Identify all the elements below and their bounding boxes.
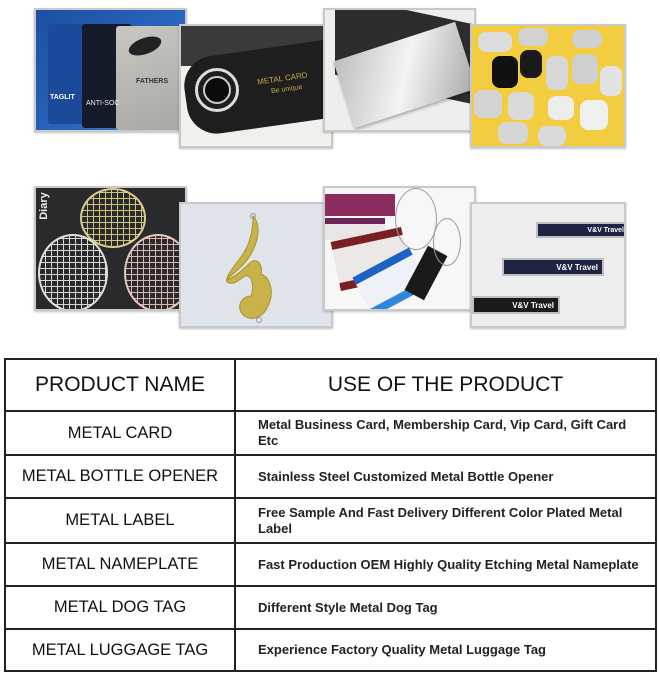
photo-etched-lattice-labels: [34, 186, 187, 311]
product-use-cell: Different Style Metal Dog Tag: [235, 586, 656, 629]
product-table: [4, 358, 657, 672]
product-use-cell: Fast Production OEM Highly Quality Etching Metal Nameplate: [235, 543, 656, 586]
product-use-cell: Metal Business Card, Membership Card, Vip Card, Gift Card Etc: [235, 411, 656, 455]
product-use-cell: Stainless Steel Customized Metal Bottle Opener: [235, 455, 656, 498]
silver-lattice-disc: [38, 234, 108, 311]
photo-metal-nameplates: [470, 202, 626, 328]
table-row: [5, 543, 656, 586]
photo-silver-business-card: [323, 8, 476, 132]
nameplate-bottom: [472, 296, 560, 314]
purple-tag: [325, 194, 395, 216]
nameplate-text: V&V Travel: [556, 262, 598, 272]
product-name-cell: METAL BOTTLE OPENER: [5, 455, 235, 498]
tag: [572, 54, 598, 84]
photo-gold-bookmark: [179, 202, 333, 328]
tag: [474, 90, 502, 118]
nameplate-top: [536, 222, 626, 238]
tag: [508, 92, 534, 120]
header-use-of-product: USE OF THE PRODUCT: [235, 359, 656, 411]
rose-lattice-disc: [124, 234, 187, 311]
header-product-name: PRODUCT NAME: [5, 359, 235, 411]
photo-metal-card-opener: [179, 24, 333, 148]
tag: [572, 30, 602, 48]
ring-inner: [203, 76, 231, 104]
photo-metal-business-cards: [34, 8, 187, 132]
table-header-row: [5, 359, 656, 411]
product-use-cell: Free Sample And Fast Delivery Different Color Plated Metal Label: [235, 498, 656, 543]
card-text-taglit: TAGLIT: [50, 94, 75, 101]
card-text-fathers: FATHERS: [136, 78, 169, 85]
table-row: [5, 586, 656, 629]
tag: [518, 28, 548, 46]
cable-loop: [395, 188, 437, 250]
product-name-cell: METAL NAMEPLATE: [5, 543, 235, 586]
product-use-cell: Experience Factory Quality Metal Luggage Tag: [235, 629, 656, 671]
tag: [492, 56, 518, 88]
gold-bookmark-icon: [181, 204, 333, 328]
product-name-cell: METAL DOG TAG: [5, 586, 235, 629]
product-name-cell: METAL CARD: [5, 411, 235, 455]
card-text-metal-card: METAL CARD: [256, 70, 309, 87]
tag: [520, 50, 542, 78]
card-text-be-unique: Be unique: [270, 83, 303, 96]
table-row: [5, 629, 656, 671]
product-name-cell: METAL LUGGAGE TAG: [5, 629, 235, 671]
cable-loop: [433, 218, 461, 266]
tag: [580, 100, 608, 130]
nameplate-middle: [502, 258, 604, 276]
table-row: [5, 498, 656, 543]
table-row: [5, 411, 656, 455]
tag: [478, 32, 512, 52]
tag: [538, 126, 566, 146]
diary-text: Diary: [37, 192, 50, 220]
nameplate-text: V&V Travel: [512, 300, 554, 310]
tag: [600, 66, 622, 96]
photo-luggage-tags: [323, 186, 476, 311]
tag: [548, 96, 574, 120]
tag: [498, 122, 528, 144]
nameplate-text: V&V Travel: [587, 226, 624, 234]
card-text-antisoc: ANTI-SOC: [86, 100, 120, 107]
table-row: [5, 455, 656, 498]
tag: [546, 56, 568, 90]
photo-dog-tags: [470, 24, 626, 148]
product-name-cell: METAL LABEL: [5, 498, 235, 543]
